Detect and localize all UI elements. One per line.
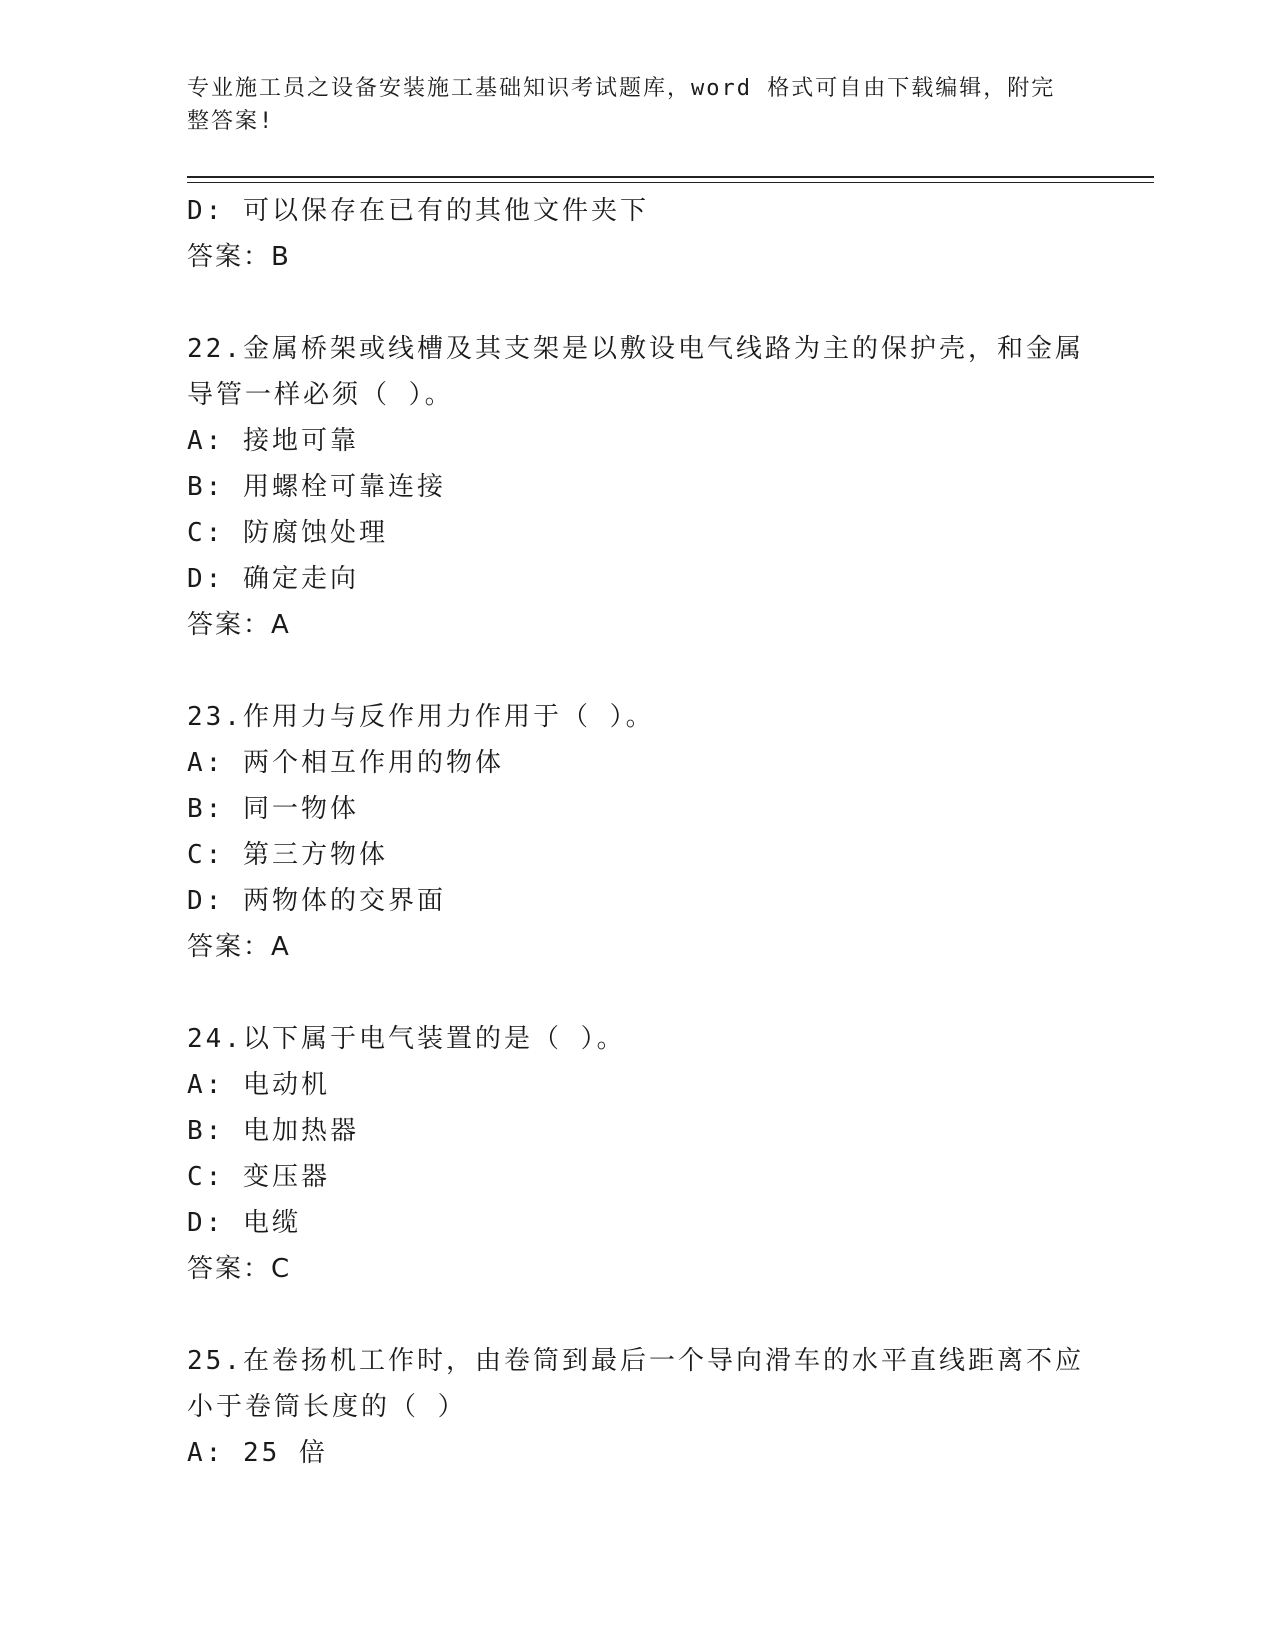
option-b: B: 同一物体 bbox=[187, 794, 359, 824]
question-25 bbox=[187, 1338, 1087, 1476]
option-a: A: 25 倍 bbox=[187, 1438, 328, 1468]
answer: 答案：A bbox=[187, 610, 291, 640]
answer: 答案：B bbox=[187, 242, 291, 272]
option-b: B: 电加热器 bbox=[187, 1116, 359, 1146]
header-line-1: 专业施工员之设备安装施工基础知识考试题库，word 格式可自由下载编辑，附完 bbox=[187, 76, 1056, 101]
header-line-2: 整答案! bbox=[187, 109, 275, 134]
option-d: D: 两物体的交界面 bbox=[187, 886, 446, 916]
option-d: D: 确定走向 bbox=[187, 564, 359, 594]
header-divider-thin bbox=[187, 182, 1154, 183]
question-24 bbox=[187, 1016, 1087, 1292]
option-d: D: 电缆 bbox=[187, 1208, 301, 1238]
option-c: C: 变压器 bbox=[187, 1162, 330, 1192]
header-divider-thick bbox=[187, 176, 1154, 178]
answer: 答案：C bbox=[187, 1254, 292, 1284]
option-c: C: 防腐蚀处理 bbox=[187, 518, 388, 548]
option-c: C: 第三方物体 bbox=[187, 840, 388, 870]
question-21-tail bbox=[187, 188, 1087, 280]
question-stem-continued: 小于卷筒长度的（ ） bbox=[187, 1392, 467, 1422]
question-stem: 24.以下属于电气装置的是（ ）。 bbox=[187, 1024, 626, 1054]
question-stem-continued: 导管一样必须（ ）。 bbox=[187, 380, 454, 410]
option-d: D: 可以保存在已有的其他文件夹下 bbox=[187, 196, 649, 226]
option-a: A: 两个相互作用的物体 bbox=[187, 748, 504, 778]
question-stem: 25.在卷扬机工作时，由卷筒到最后一个导向滑车的水平直线距离不应 bbox=[187, 1346, 1084, 1376]
question-22 bbox=[187, 326, 1087, 648]
document-body bbox=[187, 188, 1087, 1476]
option-a: A: 电动机 bbox=[187, 1070, 330, 1100]
question-stem: 22.金属桥架或线槽及其支架是以敷设电气线路为主的保护壳，和金属 bbox=[187, 334, 1084, 364]
option-a: A: 接地可靠 bbox=[187, 426, 359, 456]
question-23 bbox=[187, 694, 1087, 970]
document-header bbox=[187, 72, 1067, 138]
answer: 答案：A bbox=[187, 932, 291, 962]
option-b: B: 用螺栓可靠连接 bbox=[187, 472, 446, 502]
question-stem: 23.作用力与反作用力作用于（ ）。 bbox=[187, 702, 655, 732]
